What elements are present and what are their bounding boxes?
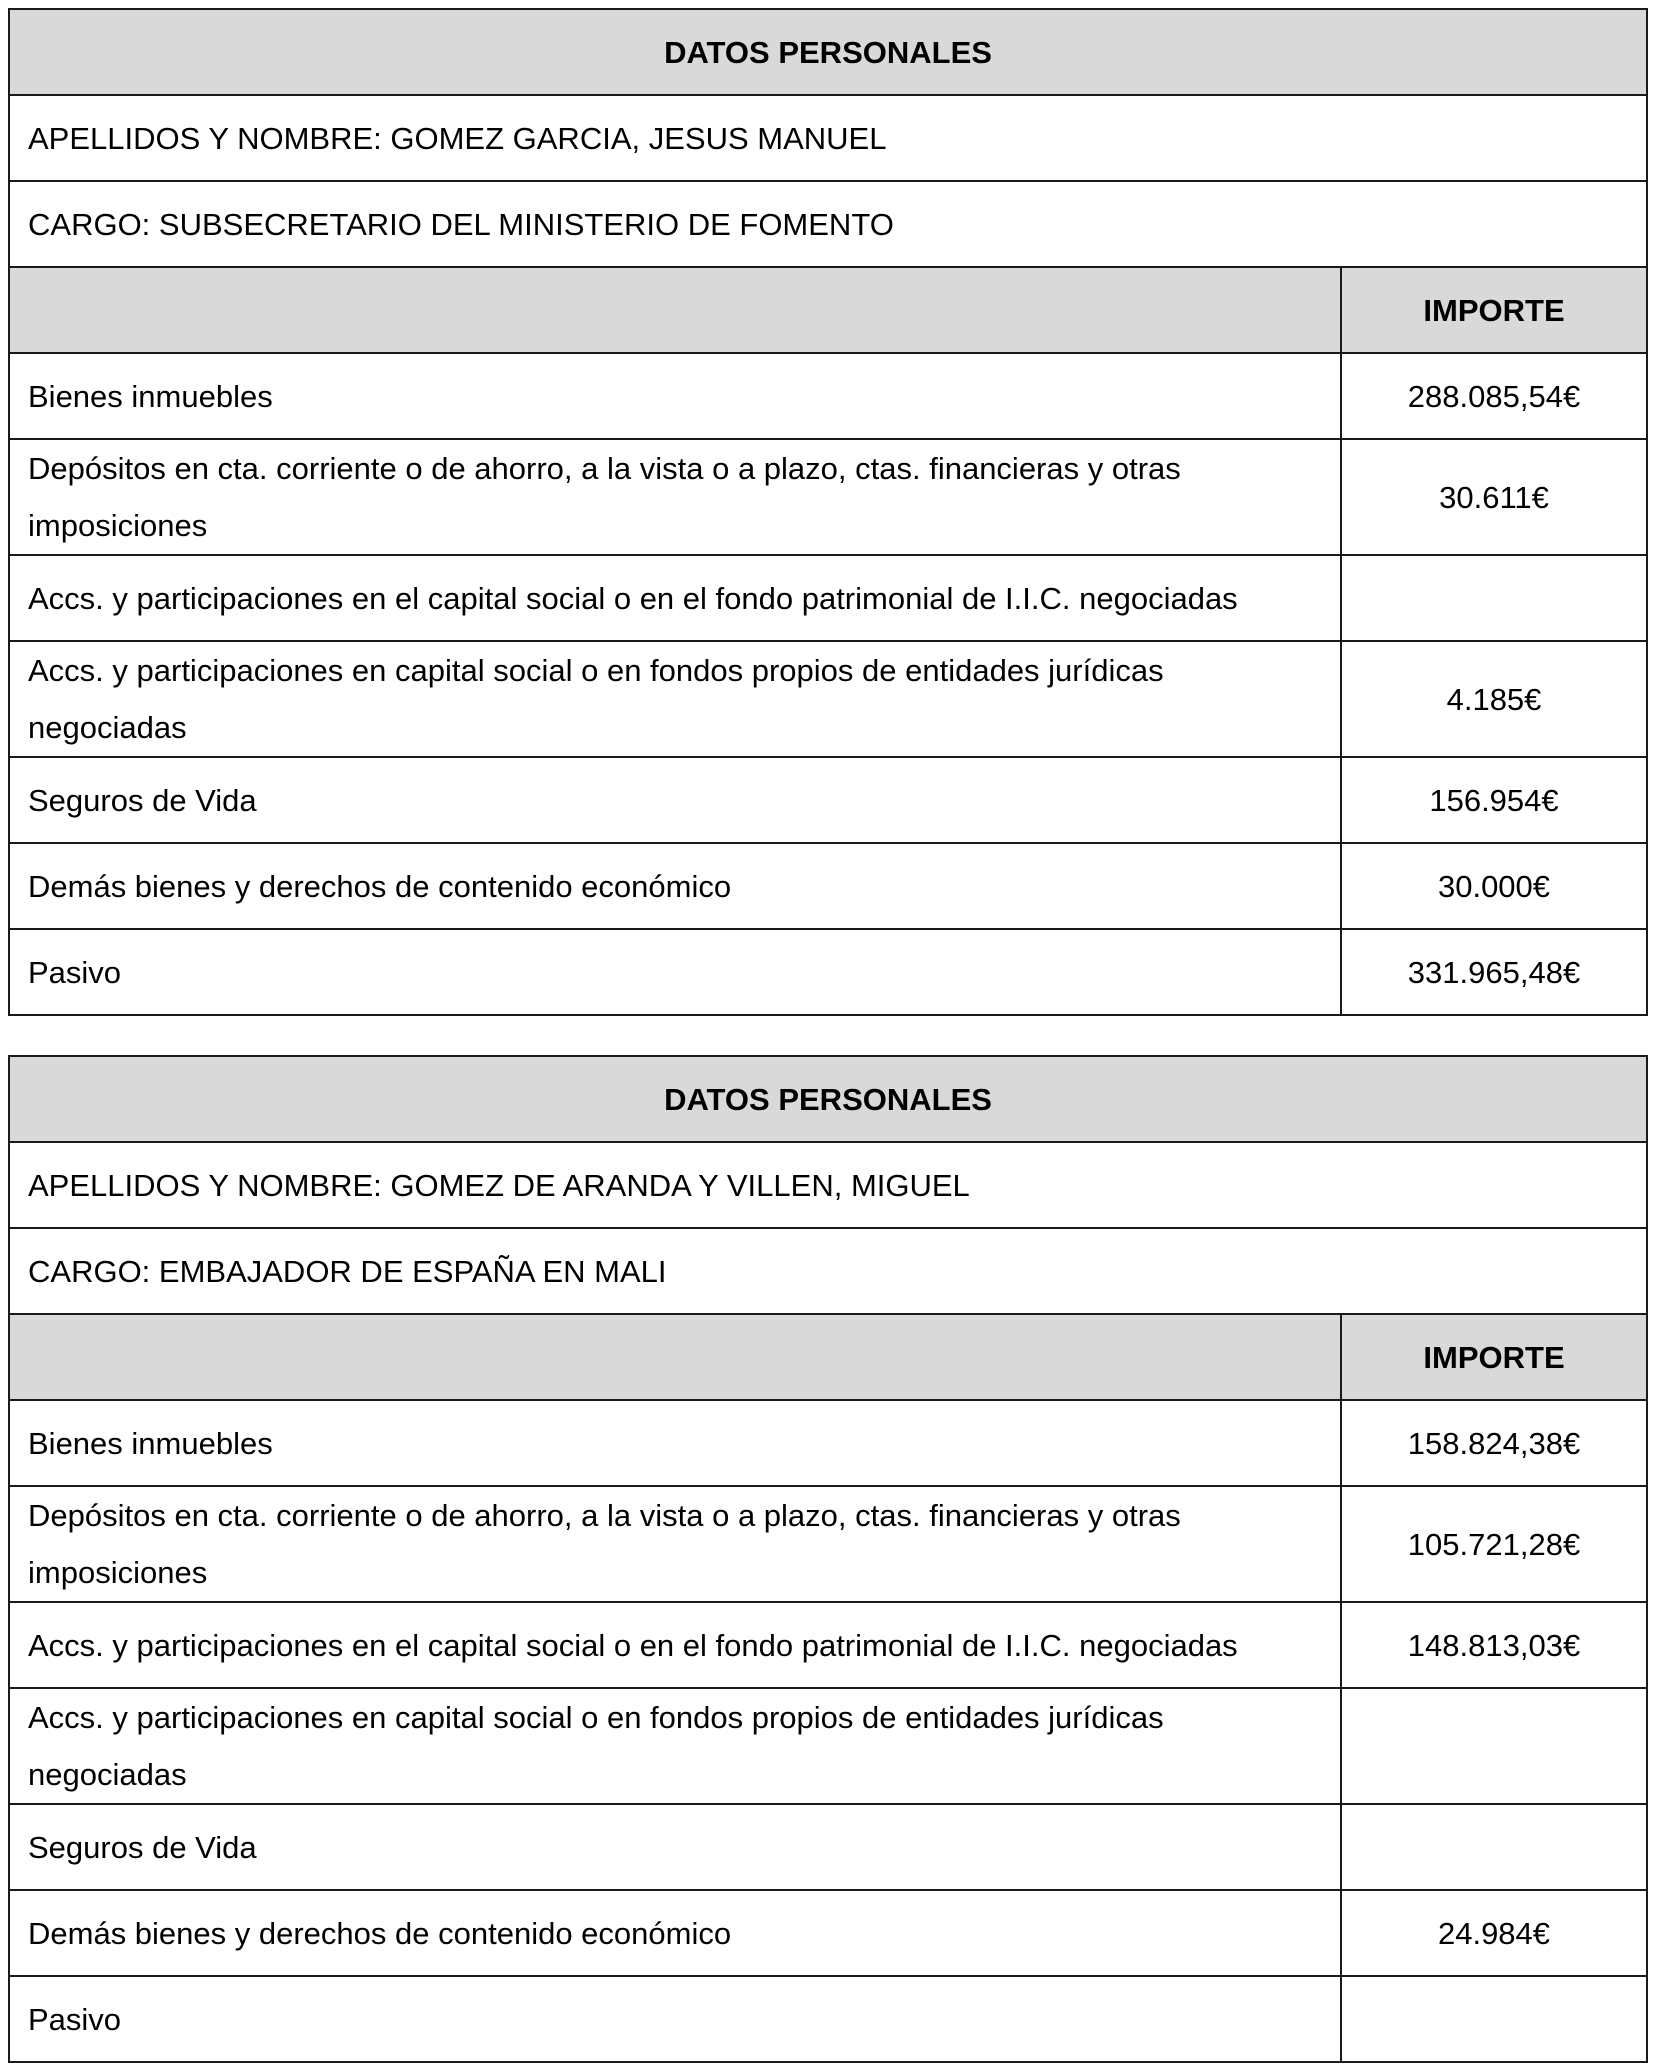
row-amount: 30.611€ <box>1341 439 1647 555</box>
table-row <box>9 353 1647 439</box>
table-row <box>9 1804 1647 1890</box>
row-amount <box>1341 1804 1647 1890</box>
table-row <box>9 439 1647 555</box>
table-row <box>9 757 1647 843</box>
row-label: Accs. y participaciones en el capital social o en el fondo patrimonial de I.I.C. negociadas <box>9 1602 1341 1688</box>
name-line: APELLIDOS Y NOMBRE: GOMEZ DE ARANDA Y VILLEN, MIGUEL <box>9 1142 1647 1228</box>
table-row <box>9 1602 1647 1688</box>
row-amount: 148.813,03€ <box>1341 1602 1647 1688</box>
header-row <box>9 9 1647 95</box>
amount-header-row <box>9 1314 1647 1400</box>
row-label: Demás bienes y derechos de contenido económico <box>9 1890 1341 1976</box>
declaration-table-1 <box>8 8 1648 1016</box>
row-amount: 158.824,38€ <box>1341 1400 1647 1486</box>
row-label: Accs. y participaciones en el capital social o en el fondo patrimonial de I.I.C. negociadas <box>9 555 1341 641</box>
amount-header-row <box>9 267 1647 353</box>
row-amount: 156.954€ <box>1341 757 1647 843</box>
row-label: Seguros de Vida <box>9 1804 1341 1890</box>
row-amount: 30.000€ <box>1341 843 1647 929</box>
section-header: DATOS PERSONALES <box>9 1056 1647 1142</box>
table-row <box>9 555 1647 641</box>
row-amount <box>1341 555 1647 641</box>
table-row <box>9 1486 1647 1602</box>
table-row <box>9 843 1647 929</box>
row-label: Accs. y participaciones en capital social o en fondos propios de entidades jurídicas negociadas <box>9 1688 1341 1804</box>
row-amount: 24.984€ <box>1341 1890 1647 1976</box>
table-row <box>9 1976 1647 2062</box>
row-amount: 331.965,48€ <box>1341 929 1647 1015</box>
table-row <box>9 929 1647 1015</box>
cargo-line: CARGO: EMBAJADOR DE ESPAÑA EN MALI <box>9 1228 1647 1314</box>
amount-header: IMPORTE <box>1341 1314 1647 1400</box>
row-amount <box>1341 1688 1647 1804</box>
section-header: DATOS PERSONALES <box>9 9 1647 95</box>
amount-header: IMPORTE <box>1341 267 1647 353</box>
blank-header-cell <box>9 267 1341 353</box>
row-label: Seguros de Vida <box>9 757 1341 843</box>
row-amount: 4.185€ <box>1341 641 1647 757</box>
row-label: Depósitos en cta. corriente o de ahorro, a la vista o a plazo, ctas. financieras y otras imposiciones <box>9 1486 1341 1602</box>
row-label: Demás bienes y derechos de contenido económico <box>9 843 1341 929</box>
cargo-row <box>9 181 1647 267</box>
row-label: Bienes inmuebles <box>9 353 1341 439</box>
blank-header-cell <box>9 1314 1341 1400</box>
row-label: Depósitos en cta. corriente o de ahorro, a la vista o a plazo, ctas. financieras y otras imposiciones <box>9 439 1341 555</box>
table-row <box>9 1688 1647 1804</box>
name-row <box>9 1142 1647 1228</box>
name-line: APELLIDOS Y NOMBRE: GOMEZ GARCIA, JESUS MANUEL <box>9 95 1647 181</box>
header-row <box>9 1056 1647 1142</box>
table-row <box>9 1400 1647 1486</box>
cargo-line: CARGO: SUBSECRETARIO DEL MINISTERIO DE FOMENTO <box>9 181 1647 267</box>
cargo-row <box>9 1228 1647 1314</box>
table-row <box>9 1890 1647 1976</box>
row-label: Pasivo <box>9 929 1341 1015</box>
row-amount: 105.721,28€ <box>1341 1486 1647 1602</box>
row-amount: 288.085,54€ <box>1341 353 1647 439</box>
table-row <box>9 641 1647 757</box>
name-row <box>9 95 1647 181</box>
declaration-table-2 <box>8 1055 1648 2063</box>
row-amount <box>1341 1976 1647 2062</box>
row-label: Pasivo <box>9 1976 1341 2062</box>
row-label: Accs. y participaciones en capital social o en fondos propios de entidades jurídicas negociadas <box>9 641 1341 757</box>
row-label: Bienes inmuebles <box>9 1400 1341 1486</box>
